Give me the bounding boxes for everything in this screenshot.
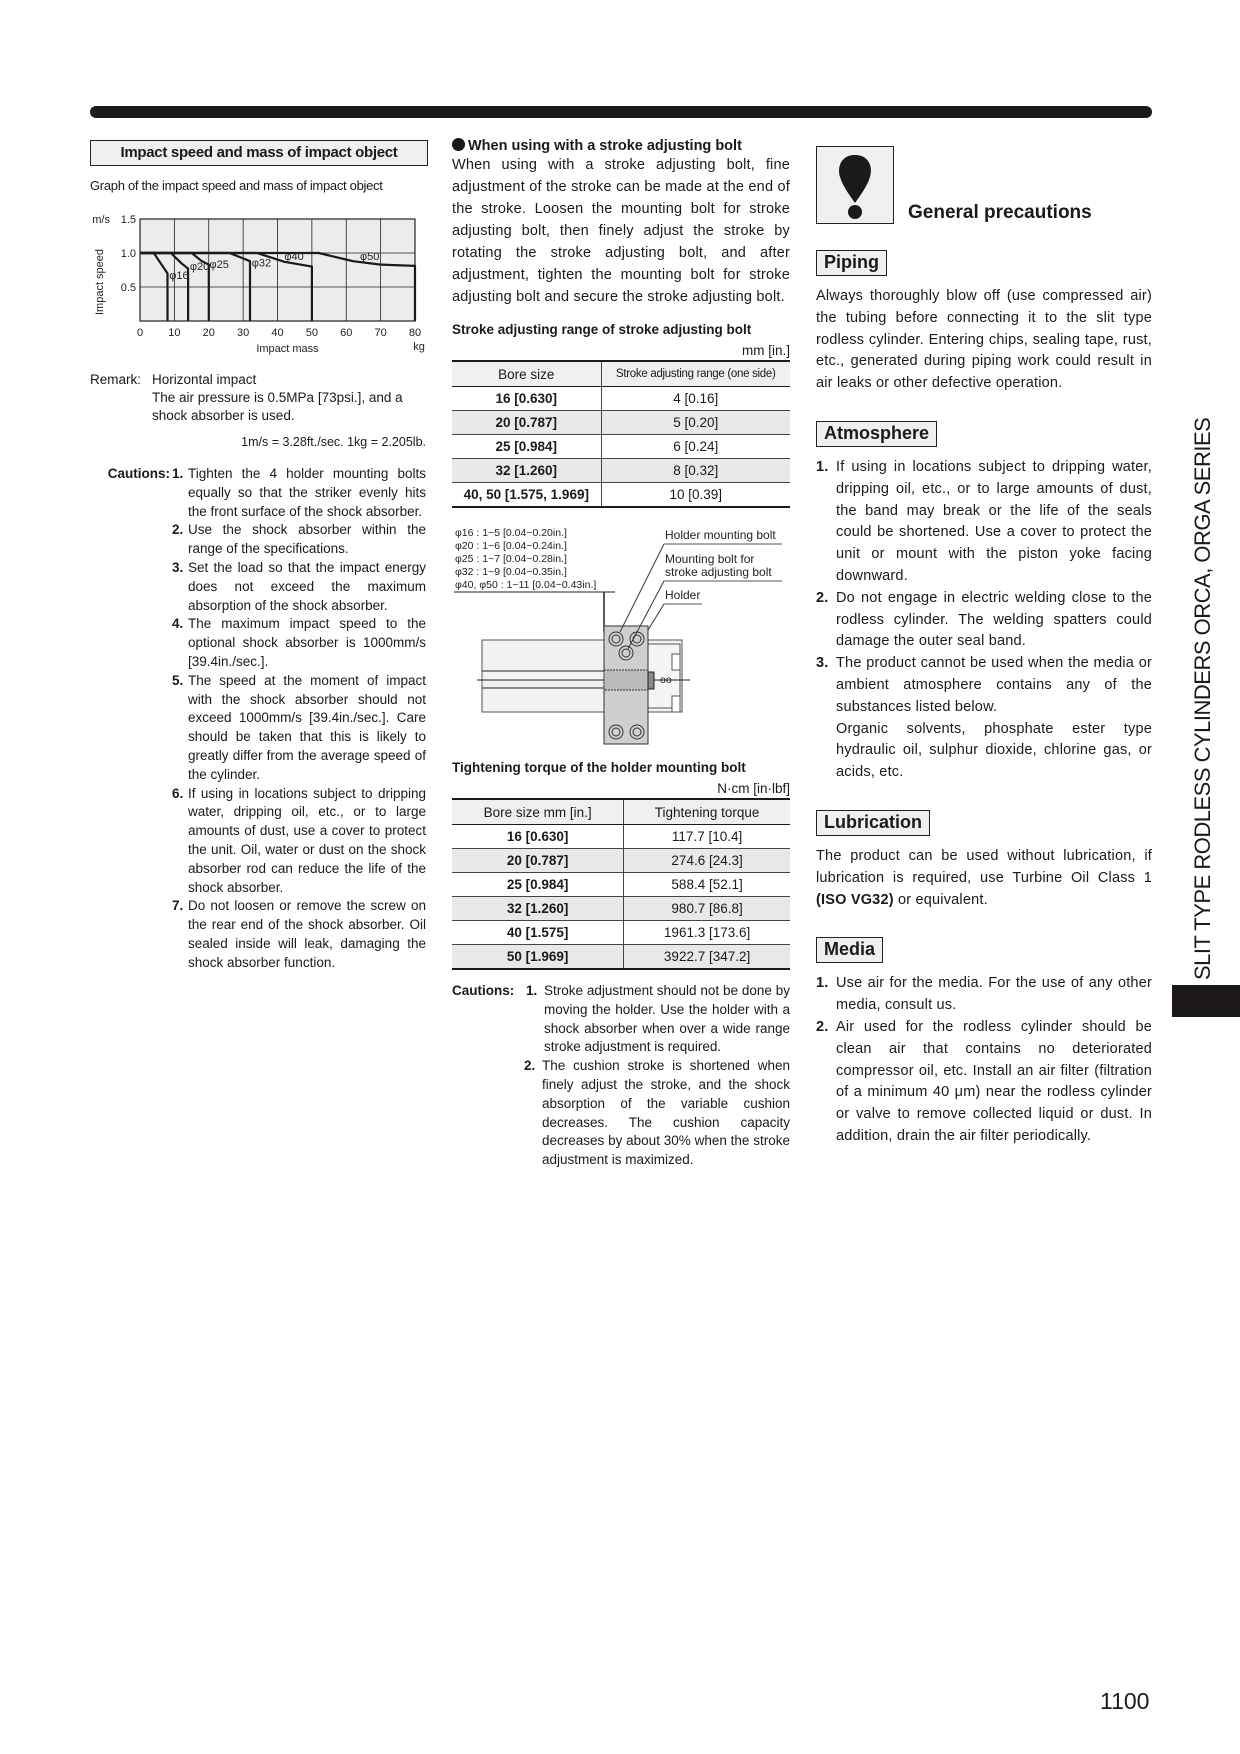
bore-size-cell: 16 [0.630] — [452, 387, 601, 411]
torque-table-row — [452, 897, 790, 921]
caution-text: The speed at the moment of impact with the shock absorber should not exceed 1000mm/s [39.4in./sec.]. Care should be taken that this is likely to greatly differ from the average speed of the cylinder. — [188, 672, 426, 782]
torque-table-row — [452, 849, 790, 873]
list-item — [816, 457, 1152, 588]
stroke-table-header: Bore size — [452, 361, 601, 387]
value-cell: 274.6 [24.3] — [624, 849, 790, 873]
stroke-cautions-list — [452, 982, 790, 1170]
lubrication-text-2: or equivalent. — [893, 891, 988, 908]
y-tick-label: 0.5 — [120, 282, 136, 294]
bore-size-cell: 25 [0.984] — [452, 873, 624, 897]
caution-spacer — [90, 615, 172, 671]
stroke-bolt-intro: When using with a stroke adjusting bolt, fine adjustment of the stroke can be made at the end of the stroke. Loosen the mounting bolt for stroke adjusting bolt, then finely adjust the stroke by rotating the stroke adjusting bolt, and after adjustment, tighten the mounting bolt for stroke adjusting bolt and secure the stroke adjusting bolt. — [452, 157, 790, 305]
bolt-head — [648, 672, 654, 689]
bore-size-cell: 20 [0.787] — [452, 849, 624, 873]
stroke-table-row — [452, 387, 790, 411]
remark-line-2: The air pressure is 0.5MPa [73psi.], and a shock absorber is used. — [152, 390, 403, 423]
impact-section-title: Impact speed and mass of impact object — [90, 140, 428, 166]
bore-size-cell: 32 [1.260] — [452, 459, 601, 483]
caution-item — [90, 559, 426, 615]
caution-item — [452, 982, 790, 1057]
torque-table-row — [452, 873, 790, 897]
graph-caption: Graph of the impact speed and mass of impact object — [90, 178, 383, 193]
stroke-table-row — [452, 459, 790, 483]
bore-size-cell: 40 [1.575] — [452, 921, 624, 945]
exclamation-icon — [816, 146, 894, 224]
list-text: Do not engage in electric welding close to the rodless cylinder. The welding spatters could damage the outer seal band. — [836, 589, 1152, 650]
range-label: φ40, φ50 : 1~11 [0.04~0.43in.] — [455, 579, 597, 591]
x-tick-label: 70 — [374, 327, 387, 339]
stroke-bolt — [604, 670, 648, 690]
left-column — [90, 140, 426, 973]
caution-item — [90, 521, 426, 559]
value-cell: 10 [0.39] — [601, 483, 790, 508]
series-label: φ32 — [251, 257, 272, 270]
right-column — [816, 146, 1152, 1148]
caution-number: 4. — [172, 616, 184, 632]
cautions-list — [90, 465, 426, 973]
value-cell: 8 [0.32] — [601, 459, 790, 483]
caution-spacer — [90, 672, 172, 785]
unit-conversion: 1m/s = 3.28ft./sec. 1kg = 2.205lb. — [241, 435, 426, 449]
torque-table-header: Bore size mm [in.] — [452, 799, 624, 825]
lubrication-text — [816, 846, 1152, 911]
callout-leader — [648, 604, 664, 630]
caution-number: 7. — [172, 898, 184, 914]
y-axis-label: Impact speed — [94, 248, 106, 316]
caution-number: 1. — [526, 983, 538, 998]
piping-text: Always thoroughly blow off (use compressed air) the tubing before connecting it to the slit type rodless cylinder. Entering chips, sealing tape, rust, etc., generated during piping work could result in air leaks or other defective operation. — [816, 288, 1152, 392]
end-cap-slot — [672, 654, 680, 670]
x-tick-label: 40 — [271, 327, 284, 339]
caution-text: Set the load so that the impact energy does not exceed the maximum absorption of the shock absorber. — [188, 559, 426, 613]
stroke-bolt-heading — [452, 138, 790, 154]
list-text: If using in locations subject to dripping water, dripping oil, etc., or to large amounts of dust, the band may break or the life of the seals could be shortened. Use a cover to protect the unit or mount with the piston yoke facing downward. — [836, 458, 1152, 584]
value-cell: 6 [0.24] — [601, 435, 790, 459]
torque-table-header: Tightening torque — [624, 799, 790, 825]
range-label: φ25 : 1~7 [0.04~0.28in.] — [455, 553, 567, 565]
caution-text: The cushion stroke is shortened when finely adjust the stroke, and the shock absorption of the variable cushion decreases. The cushion capacity decreases by about 30% when the stroke adjustment is maximized. — [542, 1058, 790, 1168]
end-cap-slot — [672, 696, 680, 712]
middle-column — [452, 140, 790, 1170]
x-axis-label: Impact mass — [256, 343, 319, 355]
caution-text: The maximum impact speed to the optional shock absorber is 1000mm/s [39.4in./sec.]. — [188, 616, 426, 669]
list-number: 3. — [816, 655, 829, 672]
list-extra: Organic solvents, phosphate ester type hydraulic oil, sulphur dioxide, chlorine gas, or acids, etc. — [836, 720, 1152, 781]
callout-holder: Holder — [665, 588, 701, 602]
caution-text: Do not loosen or remove the screw on the rear end of the shock absorber. Oil sealed inside will leak, damaging the shock absorber function. — [188, 898, 426, 970]
stroke-table-row — [452, 411, 790, 435]
caution-item — [90, 672, 426, 785]
oo-mark: oo — [660, 674, 672, 686]
range-label: φ20 : 1~6 [0.04~0.24in.] — [455, 540, 567, 552]
series-label: φ40 — [284, 250, 304, 263]
range-label: φ16 : 1~5 [0.04~0.20in.] — [455, 527, 567, 539]
piping-heading: Piping — [816, 250, 887, 276]
stroke-table-unit: mm [in.] — [741, 343, 790, 358]
list-item — [816, 653, 1152, 784]
caution-item — [90, 897, 426, 972]
value-cell: 5 [0.20] — [601, 411, 790, 435]
caution-text: Use the shock absorber within the range of the specifications. — [188, 522, 426, 557]
value-cell: 4 [0.16] — [601, 387, 790, 411]
cautions-label: Cautions: — [452, 983, 515, 998]
general-precautions-header — [816, 146, 1152, 224]
remark — [90, 371, 426, 425]
value-cell: 1961.3 [173.6] — [624, 921, 790, 945]
series-label: φ20 — [189, 261, 210, 273]
range-label: φ32 : 1~9 [0.04~0.35in.] — [455, 566, 567, 578]
list-number: 1. — [816, 975, 829, 992]
bullet-icon — [452, 138, 465, 151]
caution-spacer — [90, 897, 172, 972]
y-tick-label: 1.5 — [120, 214, 136, 226]
caution-number: 2. — [524, 1058, 536, 1074]
y-tick-label: 1.0 — [120, 248, 136, 260]
caution-number: 3. — [172, 559, 184, 575]
caution-text: Stroke adjustment should not be done by moving the holder. Use the holder with a shock absorber when over a wide range stroke adjustment is required. — [544, 983, 790, 1055]
x-tick-label: 80 — [408, 327, 422, 339]
x-unit-label: kg — [413, 341, 425, 353]
torque-table-title: Tightening torque of the holder mounting bolt — [452, 760, 746, 775]
callout-leader — [620, 544, 664, 632]
lubrication-heading: Lubrication — [816, 810, 930, 836]
torque-table-unit: N·cm [in·lbf] — [717, 781, 790, 796]
cautions-label: Cautions: — [107, 466, 170, 481]
general-precautions-title: General precautions — [908, 202, 1092, 223]
bore-size-cell: 50 [1.969] — [452, 945, 624, 970]
list-item — [816, 588, 1152, 653]
torque-table-row — [452, 825, 790, 849]
caution-number: 1. — [172, 466, 184, 481]
bore-size-cell: 32 [1.260] — [452, 897, 624, 921]
x-tick-label: 0 — [136, 327, 144, 339]
callout-mounting-bolt: Mounting bolt for — [665, 552, 755, 566]
x-tick-label: 30 — [237, 327, 250, 339]
holder-diagram-svg — [452, 522, 792, 752]
lubrication-text-1: The product can be used without lubrication, if lubrication is required, use Turbine Oil Class 1 — [816, 847, 1152, 886]
value-cell: 3922.7 [347.2] — [624, 945, 790, 970]
caution-text: If using in locations subject to dripping water, dripping oil, etc., or to large amounts of dust, use a cover to protect the unit. Oil, water or dust on the shock absorber rod can reduce the life of the shock absorber. — [188, 785, 426, 895]
caution-spacer — [452, 1057, 524, 1170]
caution-item — [90, 615, 426, 671]
page-number: 1100 — [1100, 1688, 1150, 1714]
caution-text: Tighten the 4 holder mounting bolts equally so that the striker evenly hits the front surface of the shock absorber. — [188, 466, 426, 519]
bore-size-cell: 40, 50 [1.575, 1.969] — [452, 483, 601, 508]
caution-spacer — [90, 785, 172, 898]
caution-item — [90, 785, 426, 898]
value-cell: 588.4 [52.1] — [624, 873, 790, 897]
section-tab — [1172, 985, 1240, 1017]
media-list — [816, 973, 1152, 1147]
atmosphere-heading: Atmosphere — [816, 421, 937, 447]
remark-line-1: Horizontal impact — [152, 372, 257, 387]
value-cell: 980.7 [86.8] — [624, 897, 790, 921]
series-side-label: SLIT TYPE RODLESS CYLINDERS ORCA, ORGA SERIES — [1190, 417, 1215, 980]
callout-mounting-bolt-2: stroke adjusting bolt — [665, 565, 772, 579]
list-item — [816, 1017, 1152, 1148]
bore-size-cell: 16 [0.630] — [452, 825, 624, 849]
lubrication-oil-grade: (ISO VG32) — [816, 891, 894, 908]
list-number: 2. — [816, 1018, 829, 1035]
series-label: φ16 — [169, 269, 189, 282]
series-label: φ25 — [209, 258, 229, 271]
torque-table-row — [452, 945, 790, 970]
list-text: Use air for the media. For the use of any other media, consult us. — [836, 975, 1152, 1014]
caution-spacer — [90, 521, 172, 559]
list-number: 1. — [816, 458, 829, 475]
callout-holder-mounting-bolt: Holder mounting bolt — [665, 528, 776, 542]
x-tick-label: 50 — [305, 327, 318, 339]
atmosphere-list — [816, 457, 1152, 784]
x-tick-label: 20 — [202, 327, 215, 339]
caution-spacer — [90, 559, 172, 615]
caution-number: 6. — [172, 785, 184, 801]
remark-label: Remark: — [90, 372, 142, 387]
list-item — [816, 973, 1152, 1017]
torque-table-row — [452, 921, 790, 945]
x-tick-label: 60 — [340, 327, 353, 339]
torque-table — [452, 798, 790, 970]
stroke-table-title: Stroke adjusting range of stroke adjusting bolt — [452, 322, 752, 337]
caution-item — [90, 465, 426, 521]
holder-diagram — [452, 522, 790, 752]
series-label: φ50 — [360, 250, 380, 263]
stroke-table-row — [452, 483, 790, 508]
caution-number: 5. — [172, 672, 184, 688]
impact-chart — [90, 207, 426, 357]
list-text: Air used for the rodless cylinder should be clean air that contains no deteriorated compressor oil, etc. Install an air filter (filtration of a minimum 40 μm) near the rodless cylinder or valve to remove collected liquid or dust. In addition, drain the air filter periodically. — [836, 1018, 1152, 1144]
bore-size-cell: 20 [0.787] — [452, 411, 601, 435]
stroke-table-row — [452, 435, 790, 459]
list-number: 2. — [816, 589, 829, 606]
y-unit-label: m/s — [92, 214, 110, 226]
caution-item — [452, 1057, 790, 1170]
stroke-table-header: Stroke adjusting range (one side) — [601, 361, 790, 387]
list-text: The product cannot be used when the media or ambient atmosphere contains any of the substances listed below. Organic solvents, phosphate ester type hydraulic oil, sulphur dioxide, chlorine gas, or acids, etc. — [836, 653, 1152, 784]
stroke-table — [452, 360, 790, 508]
stroke-bolt-heading-text: When using with a stroke adjusting bolt — [468, 138, 742, 154]
media-heading: Media — [816, 937, 883, 963]
header-bar — [90, 106, 1152, 118]
bore-size-cell: 25 [0.984] — [452, 435, 601, 459]
value-cell: 117.7 [10.4] — [624, 825, 790, 849]
impact-chart-svg — [90, 207, 430, 357]
caution-number: 2. — [172, 522, 184, 538]
x-tick-label: 10 — [168, 327, 181, 339]
